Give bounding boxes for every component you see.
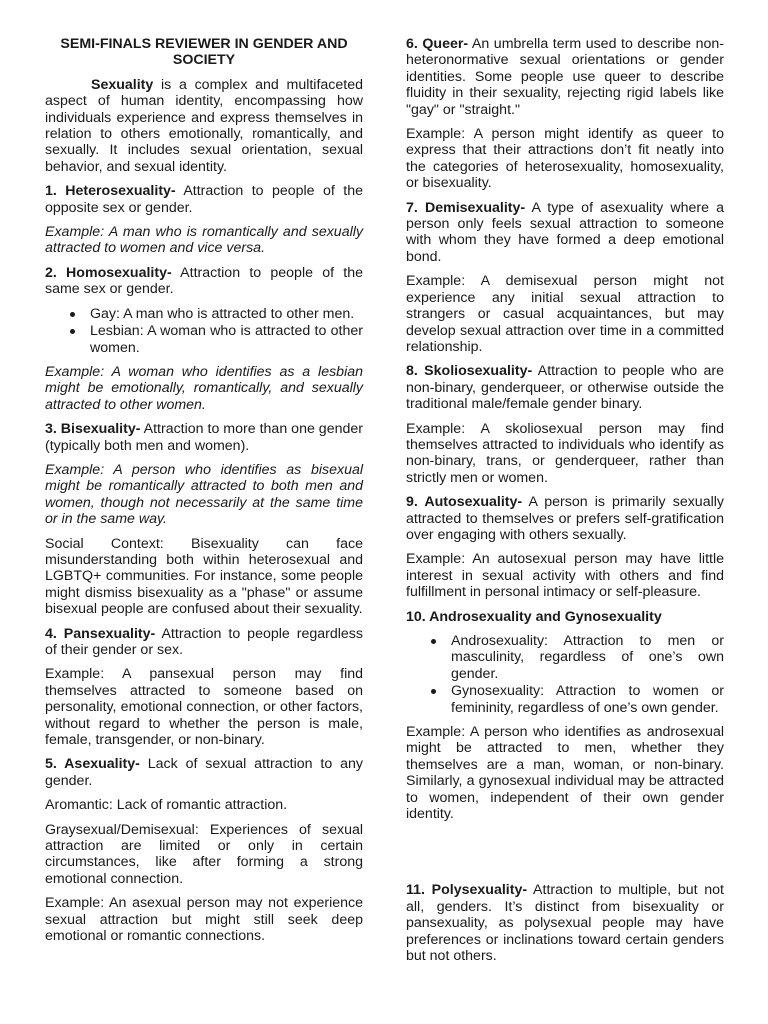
s10-bullet-list xyxy=(406,633,724,716)
page-title: SEMI-FINALS REVIEWER IN GENDER AND SOCIETY xyxy=(60,36,348,69)
left-column xyxy=(45,36,363,953)
s3-term: 3. Bisexuality- xyxy=(45,421,141,438)
s4-def: Attraction to people regardless of their gender or sex. xyxy=(45,625,363,658)
s9-term: 9. Autosexuality- xyxy=(406,494,523,511)
list-item: Lesbian: A woman who is attracted to other women. xyxy=(90,323,363,356)
s8-example: Example: A skoliosexual person may find themselves attracted to individuals who identify as non-binary, trans, or genderqueer, rather than strictly men or women. xyxy=(406,420,724,486)
s5-graysexual: Graysexual/Demisexual: Experiences of sexual attraction are limited or only in certain circumstances, like after forming a strong emotional connection. xyxy=(45,821,363,887)
s9-definition xyxy=(406,494,724,543)
intro-text: is a complex and multifaceted aspect of human identity, encompassing how individuals experience and express themselves in relation to others emotionally, romantically, and sexually. It includes sexual orientation, sexual behavior, and sexual identity. xyxy=(45,76,363,175)
s9-def: A person is primarily sexually attracted to themselves or prefers self-gratification over engaging with others sexually. xyxy=(406,494,724,543)
s5-term: 5. Asexuality- xyxy=(45,756,140,773)
s4-term: 4. Pansexuality- xyxy=(45,625,156,642)
s8-def: Attraction to people who are non-binary, genderqueer, or otherwise outside the traditional male/female gender binary. xyxy=(406,363,725,413)
s1-example: Example: A man who is romantically and sexually attracted to women and vice versa. xyxy=(45,224,363,257)
s3-example: Example: A person who identifies as bisexual might be romantically attracted to both men and women, though not necessarily at the same time or in the same way. xyxy=(45,461,363,528)
s5-def: Lack of sexual attraction to any gender. xyxy=(45,756,363,789)
s1-def: Attraction to people of the opposite sex or gender. xyxy=(45,183,363,216)
s1-term: 1. Heterosexuality- xyxy=(45,183,176,200)
s10-heading: 10. Androsexuality and Gynosexuality xyxy=(406,608,662,625)
list-item: Gay: A man who is attracted to other men. xyxy=(90,306,363,322)
s2-term: 2. Homosexuality- xyxy=(45,264,172,281)
s5-definition xyxy=(45,756,363,789)
s2-def: Attraction to people of the same sex or gender. xyxy=(45,264,363,298)
right-column xyxy=(406,36,724,973)
s5-example: Example: An asexual person may not experience sexual attraction but might still seek deep emotional or romantic connections. xyxy=(45,895,363,945)
intro-term: Sexuality xyxy=(91,76,154,93)
s7-def: A type of asexuality where a person only feels sexual attraction to someone with whom they have formed a deep emotional bond. xyxy=(406,199,724,265)
s2-definition xyxy=(45,265,363,298)
s6-example: Example: A person might identify as queer to express that their attractions don’t fit neatly into the categories of heterosexuality, homosexuality, or bisexuality. xyxy=(406,126,724,192)
list-item: Androsexuality: Attraction to men or masculinity, regardless of one’s own gender. xyxy=(451,633,724,682)
s7-term: 7. Demisexuality- xyxy=(406,199,526,216)
s2-bullet-list xyxy=(45,306,363,356)
s4-definition xyxy=(45,626,363,659)
s11-def: Attraction to multiple, but not all, genders. It’s distinct from bisexuality or pansexuality, as polysexual people may have preferences or inclinations toward certain genders but not others. xyxy=(406,882,725,965)
s9-example: Example: An autosexual person may have little interest in sexual activity with others and find fulfillment in personal intimacy or self-pleasure. xyxy=(406,551,724,601)
s2-example: Example: A woman who identifies as a lesbian might be emotionally, romantically, and sexually attracted to other women. xyxy=(45,363,363,413)
s5-aromantic: Aromantic: Lack of romantic attraction. xyxy=(45,797,288,814)
s6-term: 6. Queer- xyxy=(406,36,469,52)
s4-example: Example: A pansexual person may find themselves attracted to someone based on personality, emotional connection, or other factors, without regard to whether the person is male, female, transgender, or non-binary. xyxy=(45,666,363,749)
blank-space xyxy=(406,830,724,882)
s3-social-context: Social Context: Bisexuality can face misunderstanding both within heterosexual and LGBTQ+ communities. For instance, some people might dismiss bisexuality as a "phase" or assume bisexual people are confused about their sexuality. xyxy=(45,535,363,618)
s8-definition xyxy=(406,363,724,412)
s6-definition xyxy=(406,36,724,118)
s8-term: 8. Skoliosexuality- xyxy=(406,363,533,380)
s3-def: Attraction to more than one gender (typically both men and women). xyxy=(45,421,363,454)
s11-term: 11. Polysexuality- xyxy=(406,882,528,899)
intro-paragraph xyxy=(45,77,363,175)
s10-example: Example: A person who identifies as androsexual might be attracted to men, whether they themselves are a man, woman, or non-binary. Similarly, a gynosexual individual may be attracted to women, independent of their own gender identity. xyxy=(406,724,724,823)
s7-example: Example: A demisexual person might not experience any initial sexual attraction to strangers or casual acquaintances, but may develop sexual attraction over time in a committed relationship. xyxy=(406,273,724,355)
s11-definition xyxy=(406,882,724,964)
s3-definition xyxy=(45,421,363,454)
s6-def: An umbrella term used to describe non-heteronormative sexual orientations or gender identities. Some people use queer to describe fluidity in their sexuality, rejecting rigid labels like "gay" or "straight." xyxy=(406,36,724,118)
list-item: Gynosexuality: Attraction to women or femininity, regardless of one’s own gender. xyxy=(451,683,724,716)
s7-definition xyxy=(406,200,724,266)
s1-definition xyxy=(45,183,363,216)
